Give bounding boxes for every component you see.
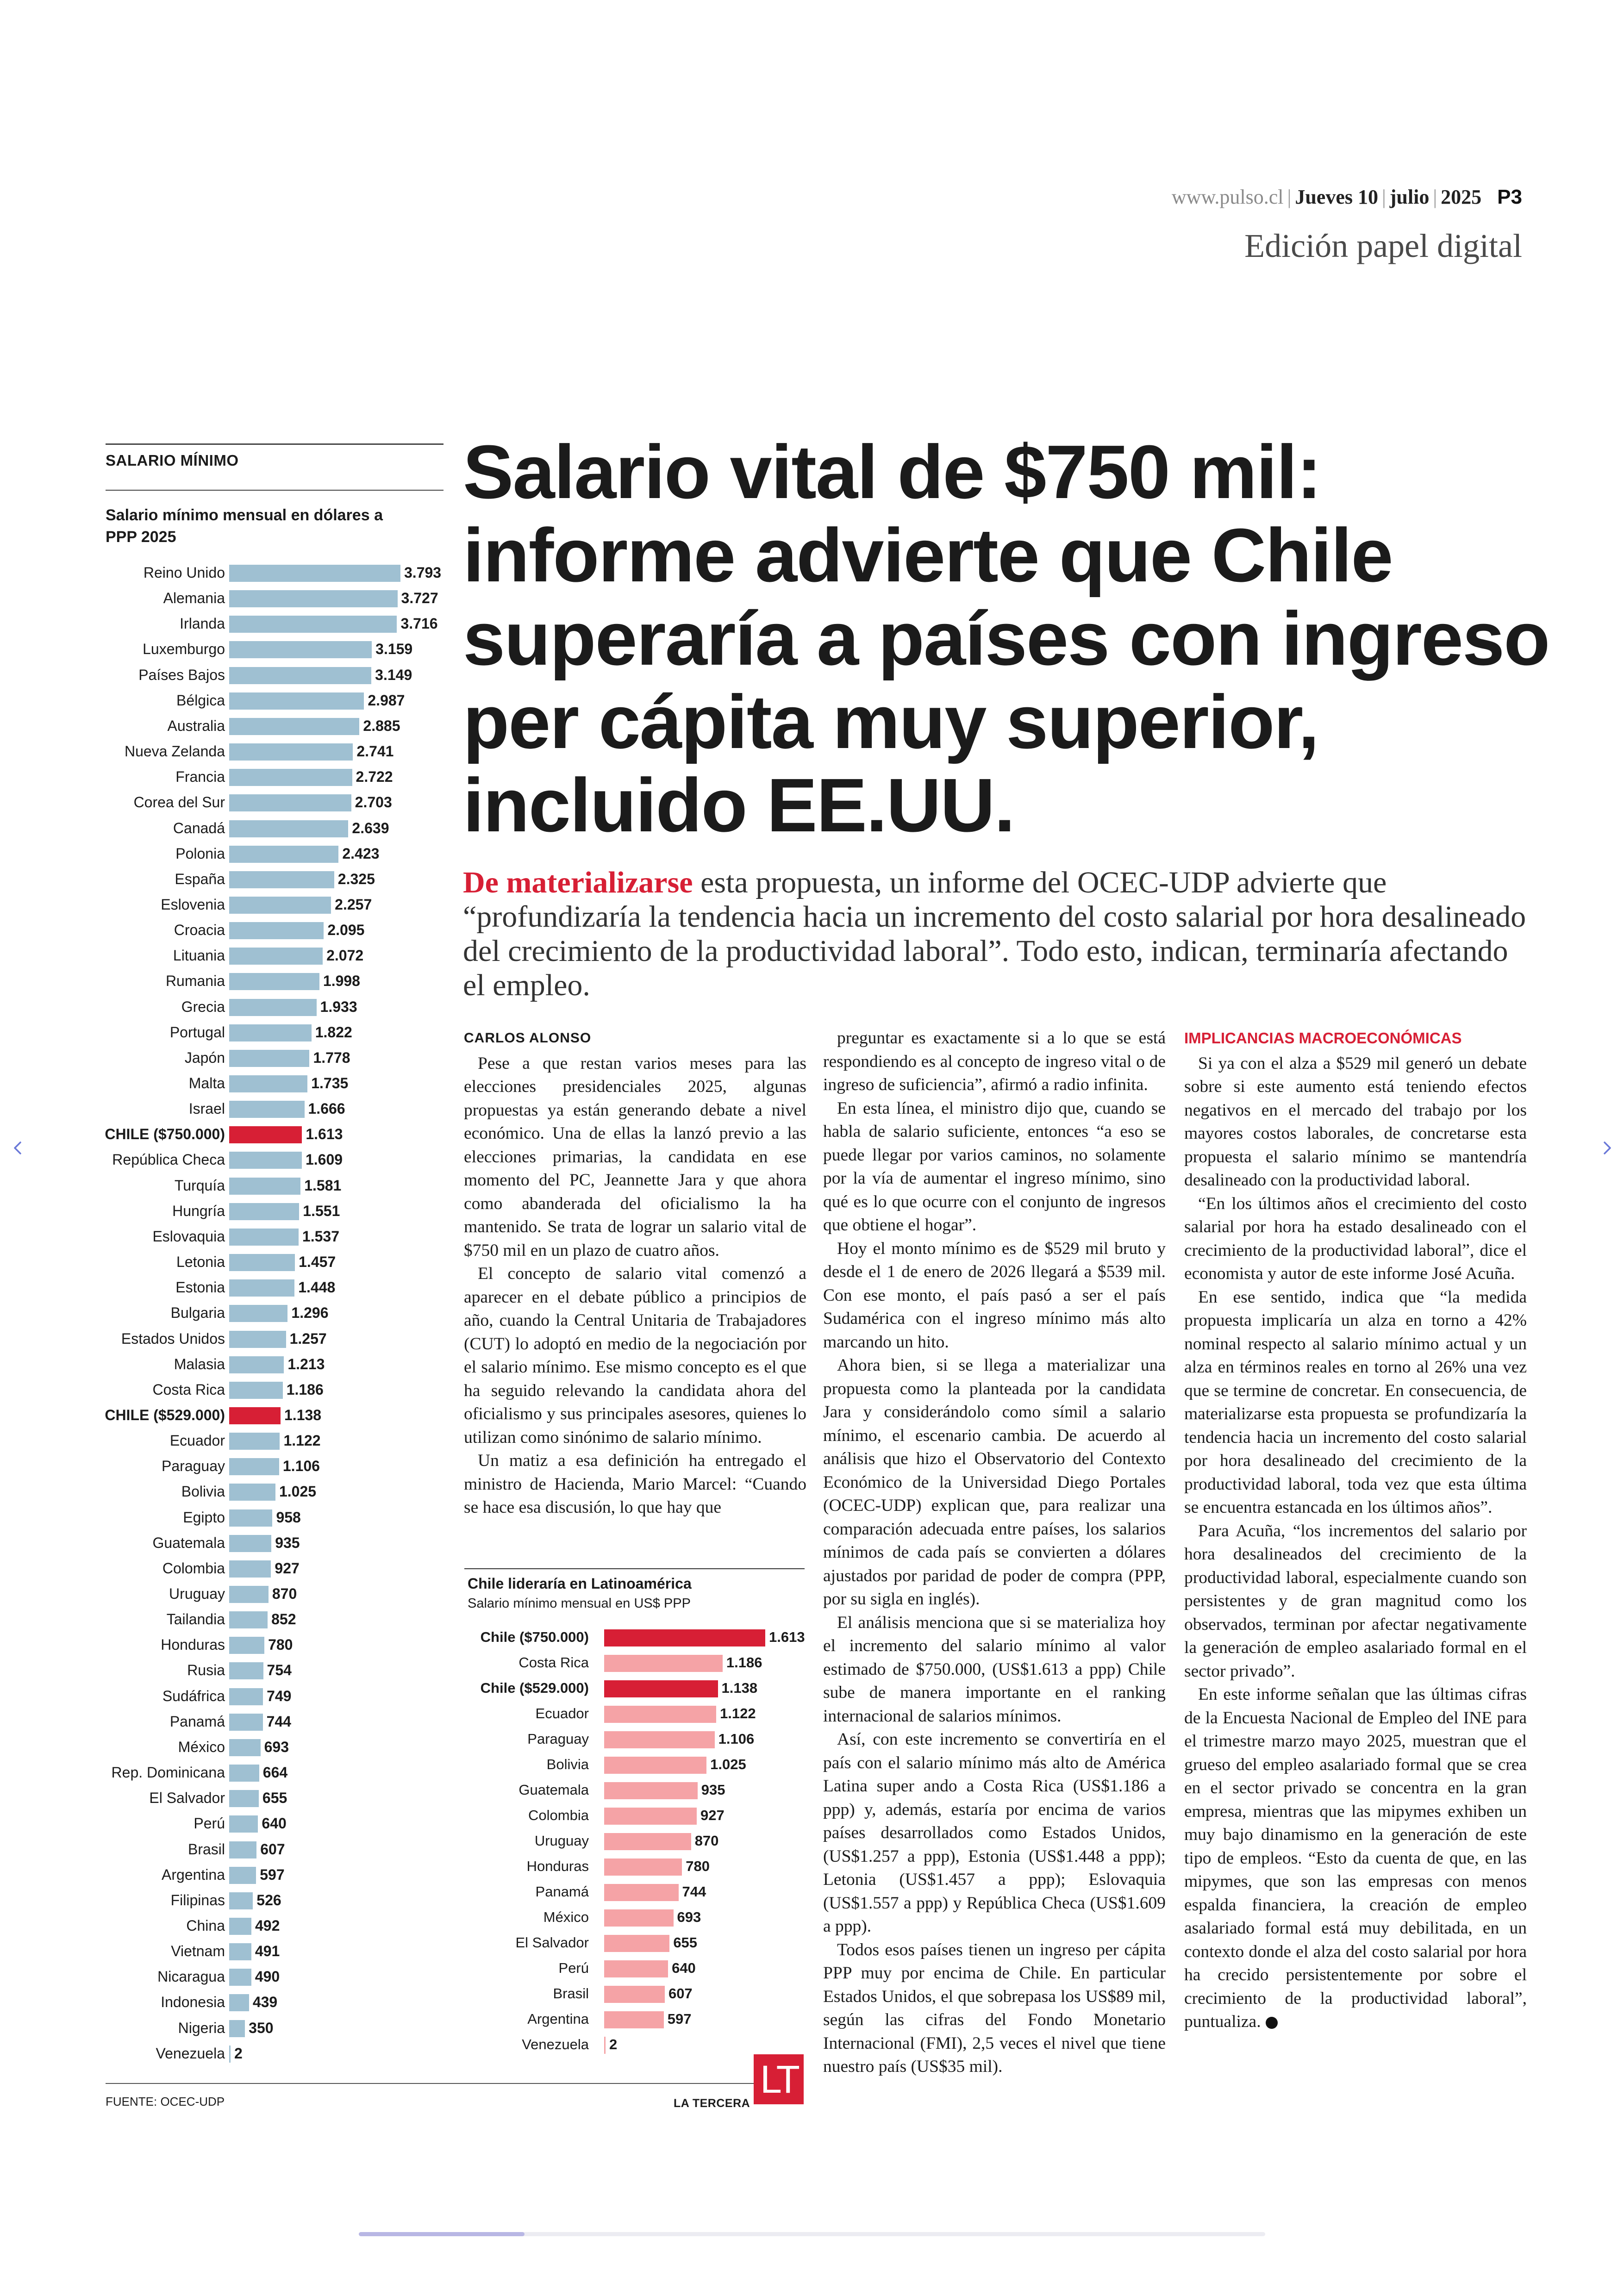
bar-category-label: Perú	[558, 1960, 589, 1976]
chart-title-rule	[106, 490, 443, 491]
bar-value-label: 1.186	[726, 1654, 762, 1671]
bar-category-label: Portugal	[169, 1023, 225, 1041]
article-paragraph: Pese a que restan varios meses para las elecciones presidenciales 2025, algunas propuestas ya están generando debate a nivel económico. Una de ellas la lanzó previo a las elecciones primarias, la candidata en ese momento del PC, Jeannette Jara y que ahora como abanderada del oficialismo la ha mantenido. Se trata de lograr un salario vital de $750 mil en un plazo de cuatro años.	[464, 1054, 806, 1260]
bar	[229, 1024, 312, 1041]
bar	[229, 1305, 287, 1322]
bar-category-label: Rusia	[187, 1662, 225, 1679]
bar	[229, 1254, 295, 1271]
bar-category-label: Guatemala	[518, 1782, 589, 1798]
bar-value-label: 491	[255, 1943, 280, 1960]
issue-day: Jueves 10	[1295, 186, 1378, 208]
bar-value-label: 350	[249, 2019, 274, 2036]
bar-category-label: China	[186, 1917, 225, 1934]
chart-credit: LA TERCERA	[674, 2097, 750, 2110]
bar-category-label: Egipto	[183, 1509, 225, 1526]
bar-category-label: Luxemburgo	[143, 641, 225, 658]
la-tercera-logo: LT	[754, 2054, 804, 2104]
bar	[604, 1680, 718, 1697]
latam-chart-title: Chile lideraría en Latinoamérica	[468, 1575, 692, 1592]
bar-value-label: 744	[266, 1713, 291, 1730]
bar-category-label: Uruguay	[169, 1585, 225, 1602]
bar	[229, 2046, 231, 2063]
bar-category-label: Australia	[167, 717, 225, 734]
bar-value-label: 2.987	[368, 692, 405, 709]
bar	[229, 667, 371, 684]
bar-value-label: 1.613	[306, 1126, 343, 1143]
bar	[229, 1662, 263, 1679]
bar-category-label: Japón	[184, 1049, 225, 1066]
bar	[604, 2037, 606, 2054]
bar	[229, 1152, 302, 1169]
chart-kicker: SALARIO MÍNIMO	[106, 452, 239, 469]
bar-value-label: 526	[256, 1891, 281, 1908]
bar-value-label: 749	[267, 1687, 292, 1704]
bar	[229, 616, 397, 633]
bar-value-label: 927	[700, 1807, 725, 1823]
bar-category-label: México	[543, 1909, 589, 1925]
bar	[229, 1433, 280, 1450]
bar	[229, 1611, 268, 1628]
bar-value-label: 597	[260, 1866, 285, 1883]
bar	[604, 1909, 674, 1927]
bar-value-label: 1.257	[289, 1330, 327, 1347]
bar-category-label: Corea del Sur	[133, 794, 225, 811]
bar	[229, 948, 323, 965]
latam-chart-rule	[464, 1568, 805, 1569]
bar-value-label: 1.822	[315, 1023, 352, 1041]
bar	[229, 565, 400, 582]
bar-value-label: 1.296	[291, 1304, 329, 1322]
bar-category-label: Grecia	[181, 998, 225, 1015]
article-paragraph: “En los últimos años el crecimiento del costo salarial por hora ha estado desalineado con el crecimiento de la productividad laboral”, dice el economista y autor de este informe José Acuña.	[1184, 1194, 1527, 1283]
bar	[229, 743, 353, 761]
bar-category-label: Argentina	[527, 2011, 589, 2027]
bar	[229, 1484, 275, 1501]
article-paragraph: preguntar es exactamente si a lo que se está respondiendo es al concepto de ingreso vital o de ingreso de suficiencia”, afirmó a radio infinita.	[823, 1029, 1166, 1094]
bar-value-label: 1.933	[320, 998, 357, 1015]
bar-category-label: Hungría	[172, 1202, 225, 1219]
bar-category-label: Vietnam	[171, 1943, 225, 1960]
bar-value-label: 3.159	[375, 641, 413, 658]
bar-category-label: Nueva Zelanda	[124, 743, 225, 760]
bar	[229, 1407, 281, 1424]
bar-category-label: Nigeria	[178, 2019, 225, 2036]
bar-value-label: 2.257	[335, 896, 372, 913]
bar	[229, 1126, 302, 1143]
chart-bottom-rule	[106, 2083, 804, 2084]
bar	[229, 1637, 264, 1654]
bar-value-label: 1.735	[311, 1075, 349, 1091]
bar-category-label: El Salvador	[515, 1934, 589, 1951]
bar-category-label: Colombia	[528, 1807, 589, 1823]
bar-value-label: 655	[262, 1790, 287, 1807]
bar-category-label: Venezuela	[156, 2045, 225, 2062]
bar-category-label: Alemania	[163, 590, 225, 607]
bar	[229, 1229, 299, 1246]
bar-category-label: Canadá	[173, 819, 225, 836]
bar-value-label: 439	[252, 1994, 278, 2011]
bar-value-label: 607	[668, 1985, 693, 2002]
bar-category-label: Francia	[175, 768, 225, 786]
bar-value-label: 3.716	[400, 615, 438, 632]
bar-value-label: 655	[673, 1934, 698, 1951]
bar	[229, 871, 334, 888]
bar-category-label: Tailandia	[166, 1611, 225, 1628]
chart-top-rule	[106, 443, 443, 445]
bar-value-label: 1.138	[284, 1406, 322, 1423]
bar-category-label: Paraguay	[527, 1731, 589, 1747]
bar-value-label: 2	[609, 2036, 618, 2052]
bar-category-label: Israel	[188, 1100, 225, 1117]
bar-value-label: 1.213	[287, 1355, 325, 1372]
bar-category-label: República Checa	[112, 1151, 225, 1168]
bar	[229, 1050, 309, 1067]
bar	[604, 1833, 691, 1850]
bar-category-label: Indonesia	[161, 1994, 225, 2011]
bar	[604, 1858, 682, 1876]
bar	[229, 1943, 251, 1960]
bar-category-label: Paraguay	[162, 1458, 225, 1475]
article-column-2	[823, 1027, 1166, 2079]
byline: CARLOS ALONSO	[464, 1030, 592, 1046]
bar	[604, 1960, 668, 1977]
bar-category-label: Malta	[188, 1075, 225, 1091]
next-page-arrow-icon[interactable]	[1598, 1139, 1617, 1157]
bar-value-label: 2.095	[327, 922, 365, 939]
article-paragraph: En esta línea, el ministro dijo que, cuando se habla de salario suficiente, entonces “a eso se puede llegar por varios caminos, no solamente por la vía de aumentar el ingreso mínimo, sino qué es lo que ocurre con el conjunto de ingresos que obtiene el hogar”.	[823, 1098, 1166, 1235]
bar-value-label: 1.138	[721, 1680, 758, 1696]
bar-category-label: El Salvador	[149, 1790, 225, 1807]
bar-value-label: 693	[264, 1738, 289, 1755]
bar-value-label: 1.106	[282, 1458, 320, 1475]
bar-value-label: 780	[268, 1636, 293, 1653]
bar	[229, 1994, 249, 2011]
masthead: www.pulso.cl | Jueves 10 | julio | 2025 P3	[1171, 186, 1522, 208]
bar-category-label: Eslovenia	[161, 896, 225, 913]
bar	[229, 1867, 256, 1884]
bar	[229, 1279, 294, 1297]
bar	[229, 1918, 251, 1935]
bar	[604, 1884, 679, 1901]
bar-category-label: Chile ($529.000)	[480, 1680, 589, 1696]
article-paragraph: Para Acuña, “los incrementos del salario por hora desalineados del crecimiento de la productividad laboral, especialmente cuando son persistentes y de gran magnitud como los observados, terminan por afectar negativamente la generación de empleo asalariado formal en el sector privado”.	[1184, 1521, 1527, 1681]
bar-value-label: 780	[686, 1858, 710, 1874]
article-paragraph: En este informe señalan que las últimas cifras de la Encuesta Nacional de Empleo del INE para el trimestre marzo mayo 2025, muestran que el grueso del empleo asalariado formal que se crea en el sector privado se concentra en la gran empresa, mientras que las mipymes exhiben un muy bajo dinamismo en la generación de este tipo de empleos. “Esto da cuenta de que, en las mipymes, que son las empresas con menos espalda financiera, la creación de empleo asalariado formal está muy debilitada, en un contexto donde el alza del costo salarial por hora ha crecido persistentemente por sobre el crecimiento de la productividad laboral”, puntualiza.	[1184, 1685, 1527, 2031]
end-of-article-icon	[1266, 2017, 1278, 2029]
chart-source: FUENTE: OCEC-UDP	[106, 2095, 225, 2108]
bar-category-label: Colombia	[162, 1559, 225, 1577]
bar-value-label: 1.537	[302, 1228, 339, 1245]
bar	[229, 1586, 269, 1603]
bar-category-label: Guatemala	[152, 1534, 225, 1551]
bar	[229, 718, 359, 735]
bar-category-label: Panamá	[169, 1713, 225, 1730]
bar	[229, 1101, 305, 1118]
bar-value-label: 1.609	[305, 1151, 343, 1168]
bar-value-label: 2.722	[356, 768, 393, 786]
bar-category-label: Polonia	[175, 845, 225, 862]
article-headline: Salario vital de $750 mil: informe advierte que Chile superaría a países con ingreso per cápita muy superior, incluido EE.UU.	[463, 430, 1549, 848]
bar-category-label: Estados Unidos	[121, 1330, 225, 1347]
deck-text: esta propuesta, un informe del OCEC-UDP advierte que “profundizaría la tendencia hacia un incremento del costo salarial por hora desalineado del crecimiento de la productividad laboral”. Todo esto, indican, terminaría afectando el empleo.	[463, 866, 1526, 1002]
bar-value-label: 1.186	[286, 1381, 324, 1398]
article-paragraph: El análisis menciona que si se materializa hoy el incremento del salario mínimo al valor estimado de $750.000, (US$1.613 a ppp) Chile sube de manera importante en el ranking internacional de salarios mínimos.	[823, 1613, 1166, 1726]
bar-category-label: Sudáfrica	[162, 1687, 225, 1704]
bar-category-label: Nicaragua	[157, 1968, 225, 1985]
bar	[229, 590, 398, 607]
bar-value-label: 1.025	[710, 1756, 746, 1772]
bar-value-label: 607	[260, 1840, 285, 1858]
bar-category-label: Letonia	[176, 1254, 225, 1271]
bar-category-label: Irlanda	[180, 615, 225, 632]
bar-value-label: 2.741	[356, 743, 394, 760]
article-deck	[463, 866, 1537, 1003]
edition-label: Edición papel digital	[1244, 227, 1522, 264]
bar-category-label: Lituania	[173, 947, 225, 964]
bar	[229, 1509, 272, 1527]
bar	[229, 641, 372, 658]
bar-value-label: 1.457	[299, 1254, 336, 1271]
bar	[229, 1382, 283, 1399]
bar-value-label: 492	[255, 1917, 280, 1934]
bar-category-label: Malasia	[174, 1355, 225, 1372]
bar	[229, 2020, 245, 2037]
bar-category-label: Reino Unido	[143, 564, 225, 581]
bar	[229, 999, 317, 1016]
bar-category-label: Filipinas	[170, 1891, 225, 1908]
bar-value-label: 1.551	[303, 1202, 340, 1219]
article-paragraph: En ese sentido, indica que “la medida propuesta implicaría un alza en torno a 42% nominal respecto al salario mínimo actual y un alza en términos reales en torno al 26% una vez que se termine de concretar. En consecuencia, de materializarse esta propuesta se profundizaría la tendencia hacia un incremento del costo salarial por hora desalineado del crecimiento de la productividad laboral, toda vez que esta última se encuentra estancada en los últimos años”.	[1184, 1287, 1527, 1517]
bar	[229, 692, 364, 710]
article-paragraph: Ahora bien, si se llega a materializar una propuesta como la planteada por la candidata Jara y considerándolo como símil a salario mínimo, el escenario cambia. De acuerdo al análisis que hizo el Observatorio del Contexto Económico de la Universidad Diego Portales (OCEC-UDP) explican que, para realizar una comparación adecuada entre países, los salarios mínimos de cada país se convierten a dólares ajustados por paridad de poder de compra (PPP, por su sigla en inglés).	[823, 1356, 1166, 1609]
page-scrollbar-thumb[interactable]	[359, 2232, 525, 2236]
bar-value-label: 597	[667, 2011, 692, 2027]
bar-value-label: 640	[262, 1815, 287, 1832]
issue-year: 2025	[1441, 186, 1482, 208]
bar-value-label: 1.666	[308, 1100, 345, 1117]
bar-category-label: CHILE ($529.000)	[105, 1406, 225, 1423]
section-subhead: IMPLICANCIAS MACROECONÓMICAS	[1184, 1029, 1462, 1047]
article-paragraph: Si ya con el alza a $529 mil generó un debate sobre si este aumento está teniendo efectos negativos en el mercado del trabajo por los mayores costos laborales, de concretarse esta propuesta el salario mínimo se mantendría desalineado con la productividad laboral.	[1184, 1054, 1527, 1190]
bar	[229, 1075, 307, 1092]
bar-category-label: Costa Rica	[152, 1381, 225, 1398]
bar	[604, 1782, 698, 1799]
bar	[229, 1203, 299, 1220]
bar	[229, 846, 338, 863]
bar-value-label: 1.122	[720, 1705, 756, 1721]
bar-value-label: 3.793	[404, 564, 442, 581]
bar	[229, 820, 348, 837]
bar	[604, 1935, 669, 1952]
bar	[229, 1714, 263, 1731]
bar	[229, 973, 319, 990]
bar-value-label: 664	[262, 1764, 288, 1781]
bar-value-label: 935	[275, 1534, 300, 1551]
article-paragraph: Todos esos países tienen un ingreso per cápita PPP muy por encima de Chile. En particular Estados Unidos, el que sobrepasa los US$89 mil, según las cifras del Fondo Monetario Internacional (FMI), 2,5 veces el nivel que tiene nuestro país (US$35 mil).	[823, 1940, 1166, 2076]
bar-category-label: CHILE ($750.000)	[105, 1126, 225, 1143]
bar-value-label: 1.613	[769, 1629, 805, 1645]
bar-value-label: 2.325	[337, 870, 375, 887]
bar-category-label: Bolivia	[546, 1756, 589, 1772]
bar-category-label: Perú	[194, 1815, 225, 1832]
bar-category-label: Ecuador	[535, 1705, 589, 1721]
bar	[229, 1765, 259, 1782]
bar	[229, 794, 351, 811]
bar-value-label: 693	[677, 1909, 701, 1925]
bar-value-label: 958	[276, 1509, 301, 1526]
bar	[229, 897, 331, 914]
bar-value-label: 1.106	[718, 1731, 755, 1747]
bar	[229, 1969, 251, 1986]
bar-value-label: 1.122	[283, 1432, 321, 1449]
bar-category-label: Costa Rica	[518, 1654, 589, 1671]
bar-value-label: 927	[275, 1559, 300, 1577]
bar	[604, 1655, 723, 1672]
page-number: P3	[1497, 186, 1522, 208]
bar-category-label: Honduras	[161, 1636, 225, 1653]
bar-category-label: Turquía	[174, 1177, 225, 1194]
bar	[604, 1986, 665, 2003]
bar-value-label: 1.581	[304, 1177, 342, 1194]
deck-lead: De materializarse	[463, 866, 693, 899]
bar	[229, 1841, 256, 1858]
bar	[604, 1757, 706, 1774]
bar-value-label: 870	[694, 1833, 719, 1849]
bar-category-label: Bélgica	[176, 692, 225, 709]
bar-value-label: 935	[701, 1782, 725, 1798]
bar	[229, 1688, 263, 1705]
bar	[604, 2011, 664, 2028]
bar	[229, 1458, 279, 1475]
bar-value-label: 2.885	[363, 717, 400, 734]
bar-category-label: Venezuela	[522, 2036, 589, 2052]
bar-value-label: 640	[672, 1960, 696, 1976]
bar-category-label: México	[178, 1738, 225, 1755]
article-column-1	[464, 1027, 806, 1520]
bar-value-label: 1.778	[313, 1049, 350, 1066]
bar-value-label: 1.025	[279, 1483, 317, 1500]
bar	[229, 922, 324, 939]
bar-category-label: Honduras	[526, 1858, 589, 1874]
article-paragraph: Así, con este incremento se convertiría en el país con el salario mínimo más alto de América Latina super ando a Costa Rica (US$1.186 a ppp) y, además, estaría por encima de varios países desarrollados como Estados Unidos, (US$1.257 a ppp), Estonia (US$1.448 a ppp); Letonia (US$1.457 a ppp); Eslovaquia (US$1.557 a ppp) y República Checa (US$1.609 a ppp).	[823, 1730, 1166, 1936]
chart-title: Salario mínimo mensual en dólares a PPP 2025	[106, 506, 383, 546]
bar	[604, 1629, 765, 1646]
bar	[229, 1178, 300, 1195]
bar-value-label: 1.998	[323, 973, 360, 990]
bar-value-label: 2.423	[342, 845, 380, 862]
bar-category-label: Chile ($750.000)	[480, 1629, 589, 1645]
bar-category-label: Bulgaria	[170, 1304, 225, 1322]
bar-value-label: 2.072	[326, 947, 364, 964]
bar	[229, 1356, 284, 1373]
bar-category-label: Brasil	[187, 1840, 225, 1858]
bar-value-label: 490	[255, 1968, 280, 1985]
article-paragraph: El concepto de salario vital comenzó a aparecer en el debate público a principios de año, cuando la Central Unitaria de Trabajadores (CUT) lo adoptó en medio de la negociación por el salario mínimo. Ese mismo concepto es el que ha seguido relevando la candidata ahora del oficialismo y sus principales asesores, quienes lo utilizan como sinónimo de salario mínimo.	[464, 1264, 806, 1447]
issue-month: julio	[1389, 186, 1430, 208]
bar-category-label: Bolivia	[181, 1483, 225, 1500]
article-paragraph: Hoy el monto mínimo es de $529 mil bruto y desde el 1 de enero de 2026 llegará a $539 mil. Con ese monto, el país pasó a ser el país Sudamérica con el ingreso mínimo más alto marcando un hito.	[823, 1239, 1166, 1352]
article-column-3	[1184, 1027, 1527, 2034]
bar-category-label: Estonia	[175, 1279, 225, 1296]
bar	[229, 1892, 253, 1909]
bar	[604, 1706, 716, 1723]
bar	[229, 1739, 261, 1756]
bar-value-label: 3.149	[375, 666, 412, 683]
bar	[229, 769, 352, 786]
bar-category-label: Panamá	[535, 1883, 589, 1900]
bar-category-label: Países Bajos	[138, 666, 225, 683]
bar	[229, 1815, 258, 1833]
bar-value-label: 744	[682, 1883, 706, 1900]
bar	[604, 1808, 697, 1825]
bar-value-label: 2.639	[352, 819, 389, 836]
bar-category-label: Rep. Dominicana	[111, 1764, 225, 1781]
bar-category-label: Rumania	[165, 973, 225, 990]
bar-value-label: 852	[271, 1611, 296, 1628]
bar-value-label: 870	[272, 1585, 297, 1602]
bar	[229, 1331, 286, 1348]
bar-value-label: 2.703	[355, 794, 392, 811]
bar-category-label: Uruguay	[534, 1833, 589, 1849]
site-url[interactable]: www.pulso.cl	[1171, 186, 1284, 208]
bar-category-label: Croacia	[174, 922, 225, 939]
bar-category-label: Argentina	[162, 1866, 225, 1883]
bar-category-label: Brasil	[553, 1985, 589, 2002]
bar-category-label: Ecuador	[169, 1432, 225, 1449]
bar-value-label: 754	[267, 1662, 292, 1679]
bar	[229, 1535, 271, 1552]
article-paragraph: Un matiz a esa definición ha entregado el ministro de Hacienda, Mario Marcel: “Cuando se hace esa discusión, lo que hay que	[464, 1451, 806, 1517]
bar	[604, 1731, 715, 1748]
bar-value-label: 3.727	[401, 590, 438, 607]
bar-category-label: Eslovaquia	[152, 1228, 225, 1245]
bar-value-label: 1.448	[298, 1279, 336, 1296]
bar-value-label: 2	[234, 2045, 243, 2062]
bar	[229, 1790, 259, 1807]
bar	[229, 1560, 271, 1578]
bar-category-label: España	[175, 870, 225, 887]
latam-chart-subtitle: Salario mínimo mensual en US$ PPP	[468, 1596, 691, 1611]
